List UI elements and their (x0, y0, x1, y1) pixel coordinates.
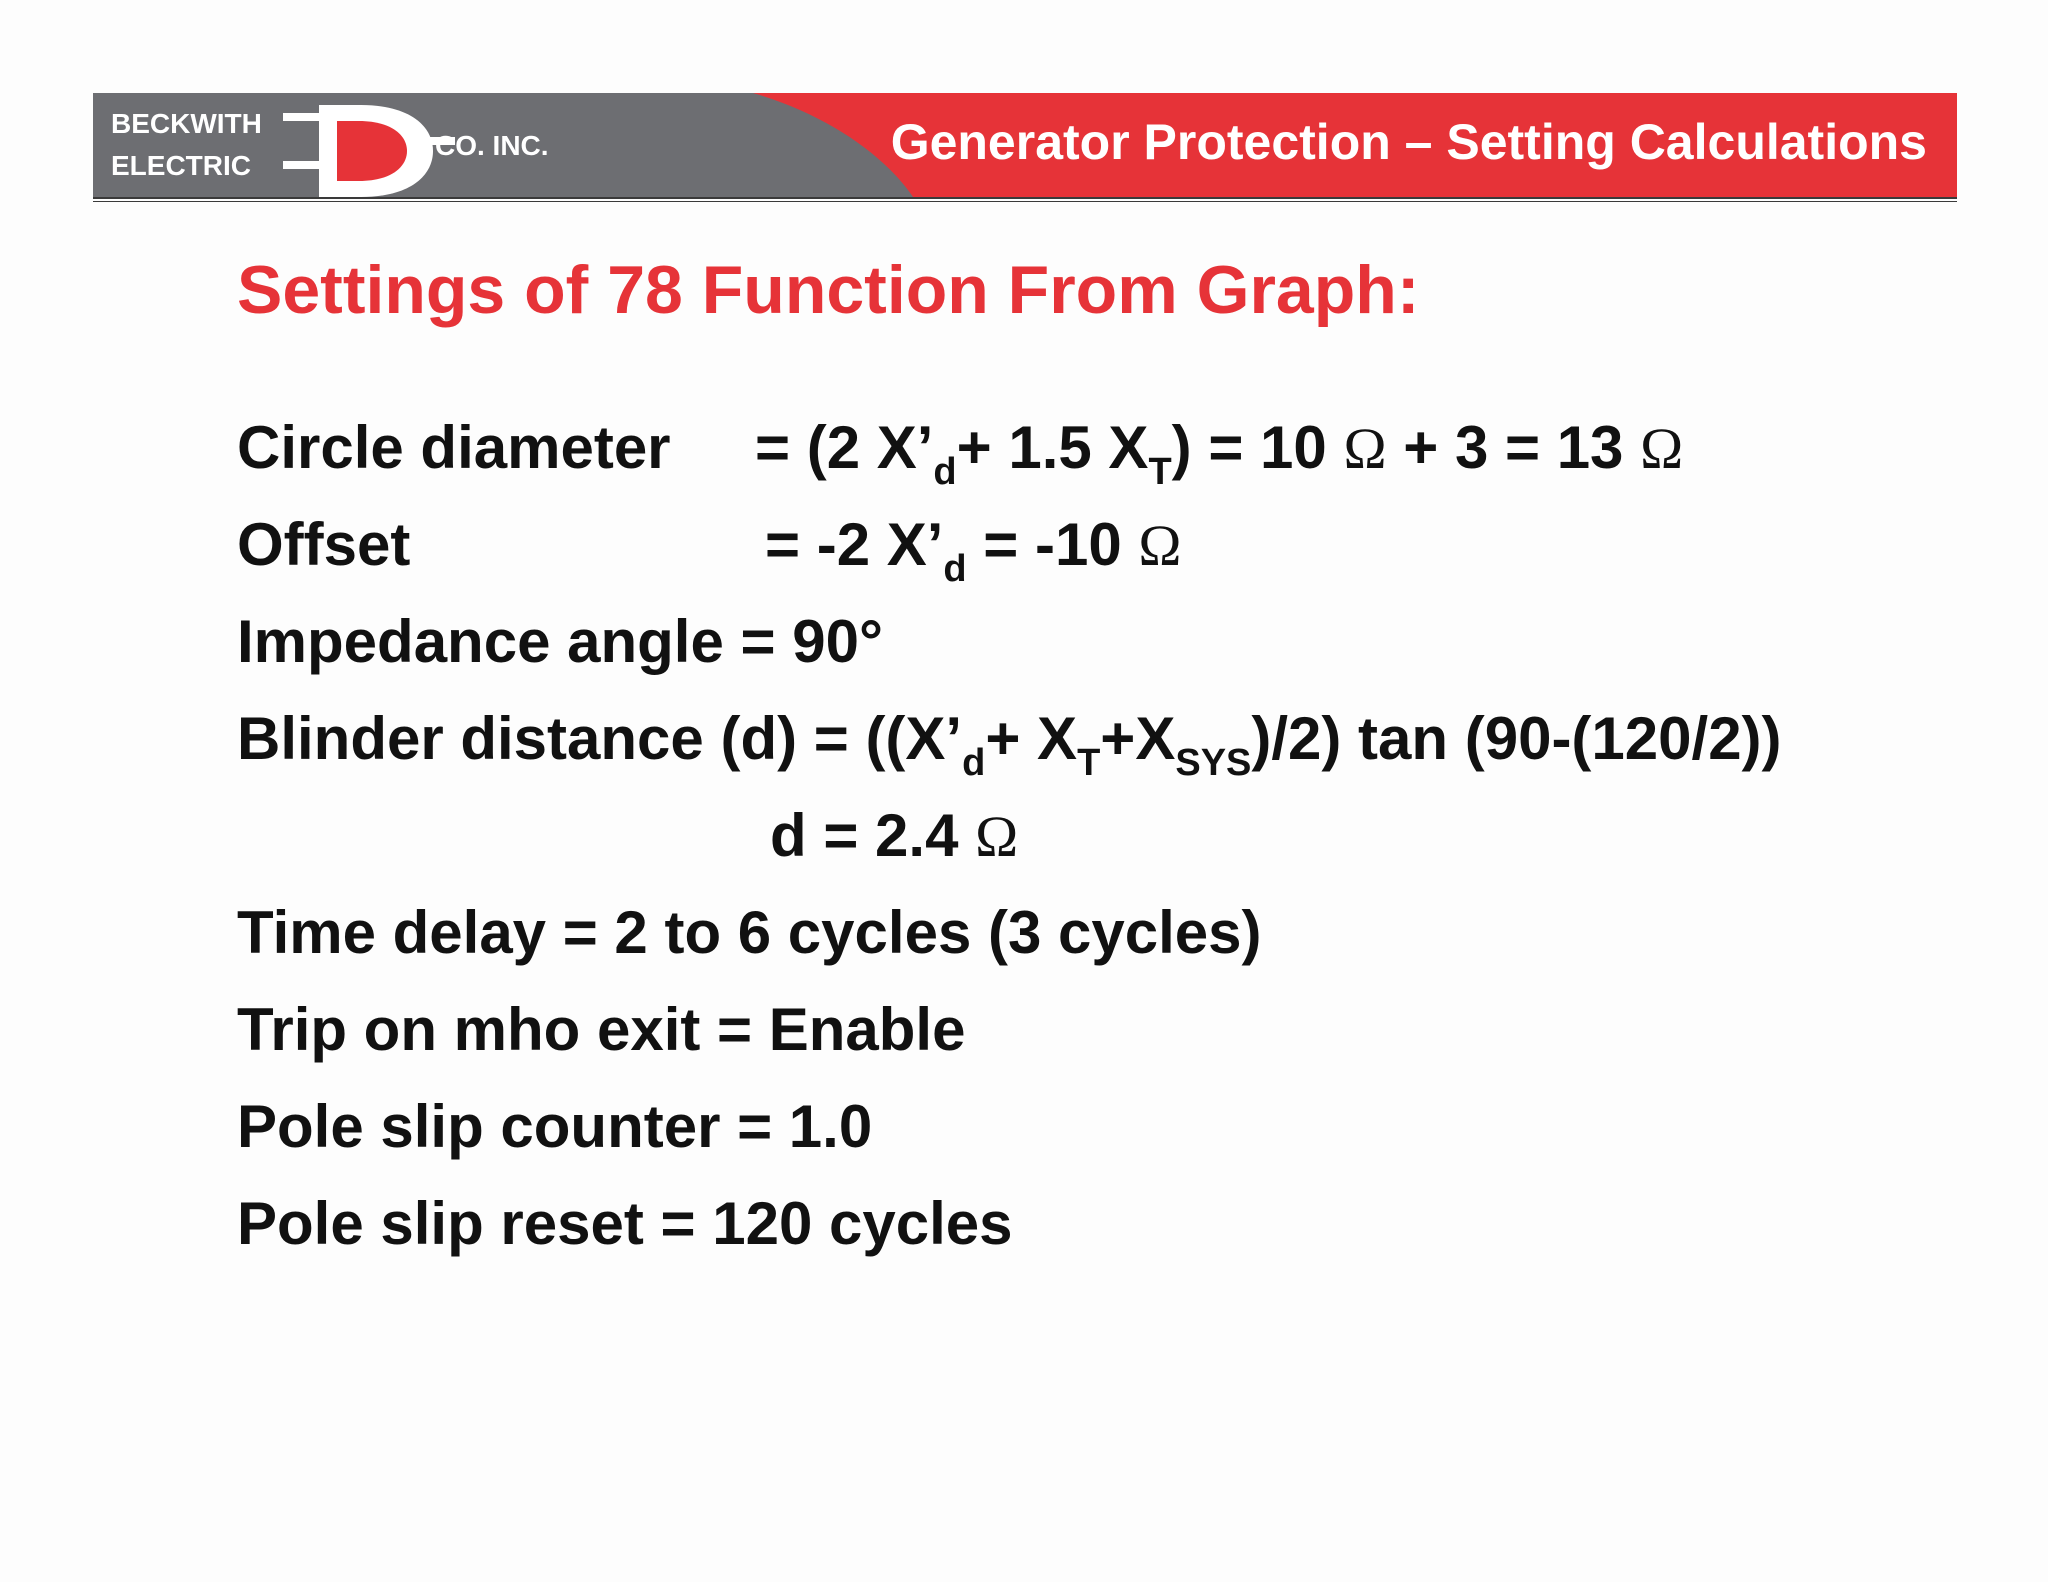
logo-line2: ELECTRIC (111, 150, 251, 181)
text-segment: = -2 X’ (765, 511, 944, 578)
subscript: T (1077, 742, 1101, 784)
row-pole-slip-reset: Pole slip reset = 120 cycles (237, 1190, 1013, 1257)
d-result-value (770, 796, 1018, 877)
omega-symbol: Ω (1138, 513, 1182, 578)
header-title: Generator Protection – Setting Calculations (890, 114, 1927, 170)
omega-symbol: Ω (975, 804, 1019, 869)
row-pole-slip-counter: Pole slip counter = 1.0 (237, 1093, 873, 1160)
logo-suffix: CO. INC. (435, 130, 549, 161)
text-segment: = -10 (966, 511, 1139, 578)
slide-title: Settings of 78 Function From Graph: (237, 252, 1420, 328)
text-segment: d = 2.4 (770, 802, 976, 869)
header-banner (93, 93, 1957, 197)
text-segment: + 3 = 13 (1386, 414, 1641, 481)
text-segment: +X (1100, 705, 1176, 772)
header-divider (93, 197, 1957, 199)
logo-line1: BECKWITH (111, 108, 262, 139)
row-time-delay: Time delay = 2 to 6 cycles (3 cycles) (237, 899, 1262, 966)
row-blinder-distance (237, 699, 1782, 784)
text-segment: = (2 X’ (755, 414, 934, 481)
subscript: d (943, 548, 967, 590)
row-trip-on-mho-exit: Trip on mho exit = Enable (237, 996, 966, 1063)
circle-diameter-value (755, 408, 1684, 493)
subscript: d (962, 742, 986, 784)
offset-label: Offset (237, 511, 411, 578)
text-segment: Blinder distance (d) = ((X’ (237, 705, 963, 772)
omega-symbol: Ω (1640, 416, 1684, 481)
text-segment: + 1.5 X (956, 414, 1149, 481)
text-segment: ) = 10 (1171, 414, 1344, 481)
subscript: SYS (1175, 742, 1252, 784)
text-segment: + X (985, 705, 1078, 772)
offset-value (765, 505, 1182, 590)
omega-symbol: Ω (1343, 416, 1387, 481)
text-segment: )/2) tan (90-(120/2)) (1251, 705, 1782, 772)
subscript: d (933, 451, 957, 493)
header-divider-thin (93, 201, 1957, 202)
row-impedance-angle: Impedance angle = 90° (237, 608, 883, 675)
circle-diameter-label: Circle diameter (237, 414, 671, 481)
logo-d-mark (93, 93, 613, 197)
subscript: T (1148, 451, 1172, 493)
company-logo (93, 93, 613, 197)
row-offset (237, 505, 1182, 590)
row-circle-diameter (237, 408, 1684, 493)
